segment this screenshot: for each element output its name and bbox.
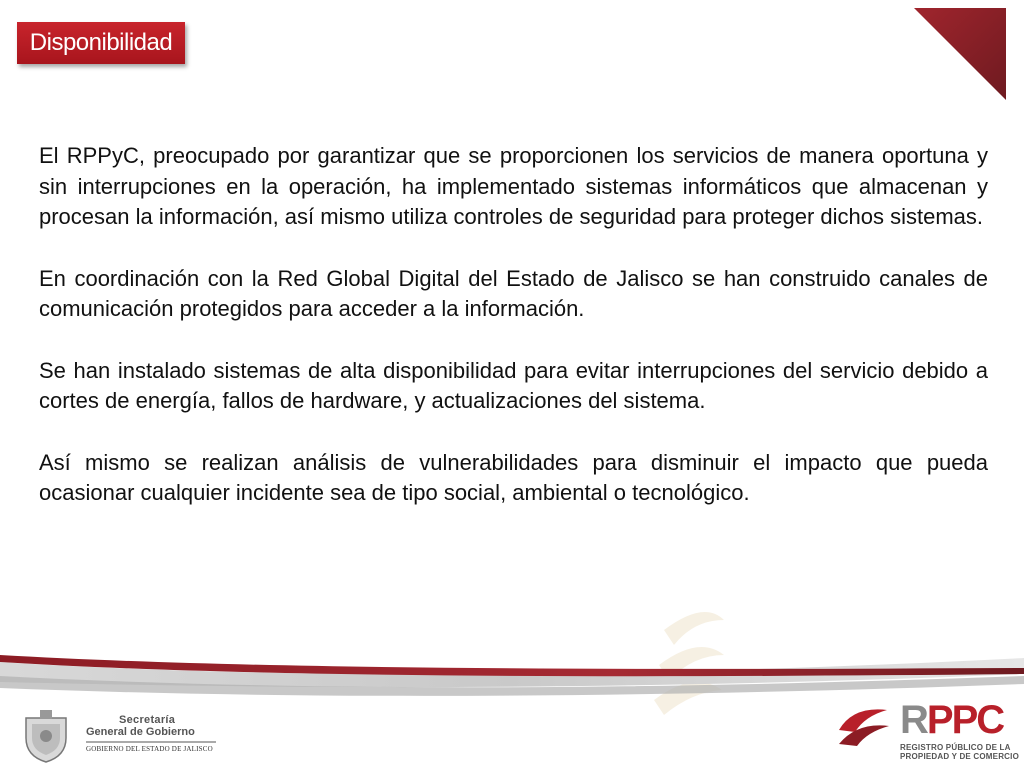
rppc-logo [830, 700, 1024, 768]
paragraph-2: En coordinación con la Red Global Digital del Estado de Jalisco se han construido canales de comunicación protegidos para acceder a la información. [39, 265, 988, 321]
rppc-letter-r: R [900, 698, 927, 742]
secretaria-label: Secretaría [119, 714, 176, 726]
paragraph-1: El RPPyC, preocupado por garantizar que se proporcionen los servicios de manera oportuna y sin interrupciones en la operación, ha implementado sistemas informáticos que almacenan y procesan la información, así mismo utiliza controles de seguridad para proteger dichos sistemas. [39, 143, 988, 229]
slide-title: Disponibilidad [17, 22, 185, 64]
corner-triangle-decoration [914, 0, 1024, 105]
rppc-swirl-icon [835, 702, 893, 750]
divider [86, 741, 216, 743]
jalisco-shield-icon [20, 708, 72, 764]
rppc-brand [900, 698, 1003, 743]
body-text [39, 141, 988, 540]
rppc-subtitle-1: REGISTRO PÚBLICO DE LA [900, 743, 1011, 752]
secretaria-logo [14, 700, 214, 760]
paragraph-3: Se han instalado sistemas de alta disponibilidad para evitar interrupciones del servicio debido a cortes de energía, fallos de hardware, y actualizaciones del sistema. [39, 357, 988, 413]
general-de-gobierno-label: General de Gobierno [86, 726, 195, 738]
rppc-subtitle-2: PROPIEDAD Y DE COMERCIO [900, 752, 1019, 761]
paragraph-4: Así mismo se realizan análisis de vulnerabilidades para disminuir el impacto que pueda ocasionar cualquier incidente sea de tipo social, ambiental o tecnológico. [39, 449, 988, 505]
rppc-letters-ppc: PPC [926, 698, 1004, 742]
gobierno-jalisco-label: GOBIERNO DEL ESTADO DE JALISCO [86, 745, 213, 753]
